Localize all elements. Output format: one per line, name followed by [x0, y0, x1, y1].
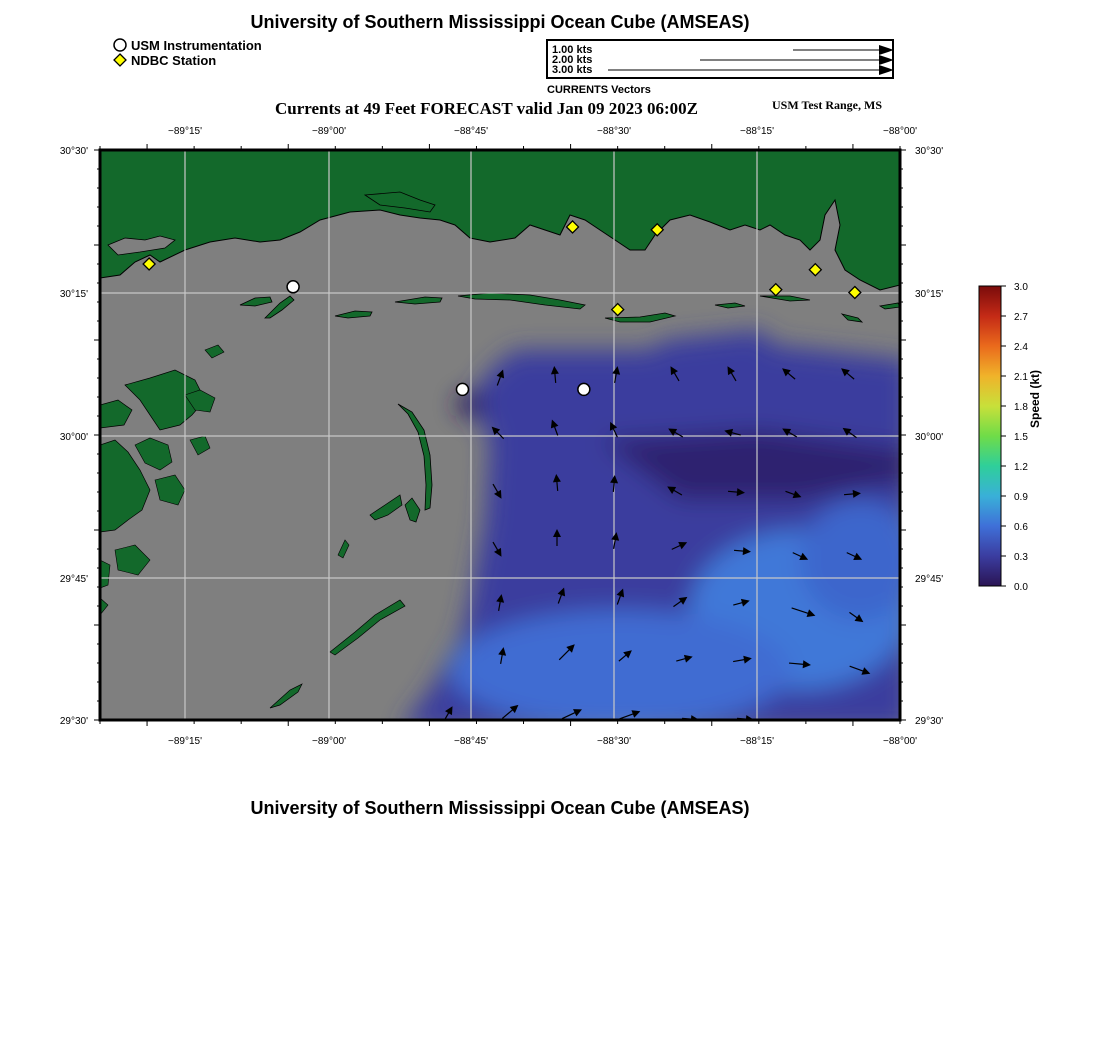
vector-key-caption: CURRENTS Vectors	[547, 84, 651, 96]
colorbar-tick-label: 0.3	[1014, 552, 1028, 563]
colorbar-tick-label: 2.7	[1014, 312, 1028, 323]
usm-instrument-marker	[456, 383, 468, 395]
usm-instrument-marker	[287, 281, 299, 293]
legend-ndbc-label: NDBC Station	[131, 52, 217, 68]
lon-tick-label-top: −88°45'	[454, 126, 488, 137]
vector-key-label-2: 2.00 kts	[552, 54, 593, 66]
lon-tick-label-top: −89°15'	[168, 126, 202, 137]
colorbar-tick-label: 0.6	[1014, 522, 1028, 533]
lat-tick-label-right: 29°45'	[915, 574, 944, 585]
lon-tick-label-top: −88°30'	[597, 126, 631, 137]
colorbar-tick-label: 2.1	[1014, 372, 1028, 383]
lat-tick-label-left: 30°30'	[59, 146, 88, 157]
lon-tick-label-bottom: −89°15'	[168, 736, 202, 747]
lat-tick-label-left: 30°00'	[59, 432, 88, 443]
colorbar-tick-label: 3.0	[1014, 282, 1028, 293]
colorbar-tick-label: 1.2	[1014, 462, 1028, 473]
lon-tick-label-top: −88°00'	[883, 126, 917, 137]
lat-tick-label-left: 29°45'	[59, 574, 88, 585]
lon-tick-label-bottom: −88°45'	[454, 736, 488, 747]
page-title: University of Southern Mississippi Ocean Cube (AMSEAS)	[250, 12, 750, 32]
colorbar-ticks	[1001, 282, 1028, 593]
lat-tick-label-right: 29°30'	[915, 716, 944, 727]
lat-tick-label-right: 30°15'	[915, 289, 944, 300]
lon-tick-label-top: −88°15'	[740, 126, 774, 137]
lon-tick-label-top: −89°00'	[312, 126, 346, 137]
lat-tick-label-left: 30°15'	[59, 289, 88, 300]
lon-tick-label-bottom: −89°00'	[312, 736, 346, 747]
vector-key-label-3: 3.00 kts	[552, 64, 593, 76]
lon-tick-label-bottom: −88°30'	[597, 736, 631, 747]
lon-tick-label-bottom: −88°00'	[883, 736, 917, 747]
colorbar-tick-label: 0.0	[1014, 582, 1028, 593]
colorbar-label: Speed (kt)	[1028, 369, 1042, 428]
legend-usm-label: USM Instrumentation	[131, 37, 262, 53]
lat-tick-label-right: 30°00'	[915, 432, 944, 443]
footer-title: University of Southern Mississippi Ocean Cube (AMSEAS)	[250, 798, 750, 818]
lat-tick-label-right: 30°30'	[915, 146, 944, 157]
colorbar-tick-label: 0.9	[1014, 492, 1028, 503]
map-area	[100, 150, 920, 730]
usm-instrument-marker	[578, 383, 590, 395]
colorbar-tick-label: 1.8	[1014, 402, 1028, 413]
vector-key-label-1: 1.00 kts	[552, 44, 593, 56]
colorbar-tick-label: 2.4	[1014, 342, 1028, 353]
colorbar	[979, 286, 1001, 586]
forecast-subtitle: Currents at 49 Feet FORECAST valid Jan 09 2023 06:00Z	[275, 99, 698, 118]
region-label: USM Test Range, MS	[772, 98, 883, 112]
lat-tick-label-left: 29°30'	[59, 716, 88, 727]
colorbar-tick-label: 1.5	[1014, 432, 1028, 443]
lon-tick-label-bottom: −88°15'	[740, 736, 774, 747]
